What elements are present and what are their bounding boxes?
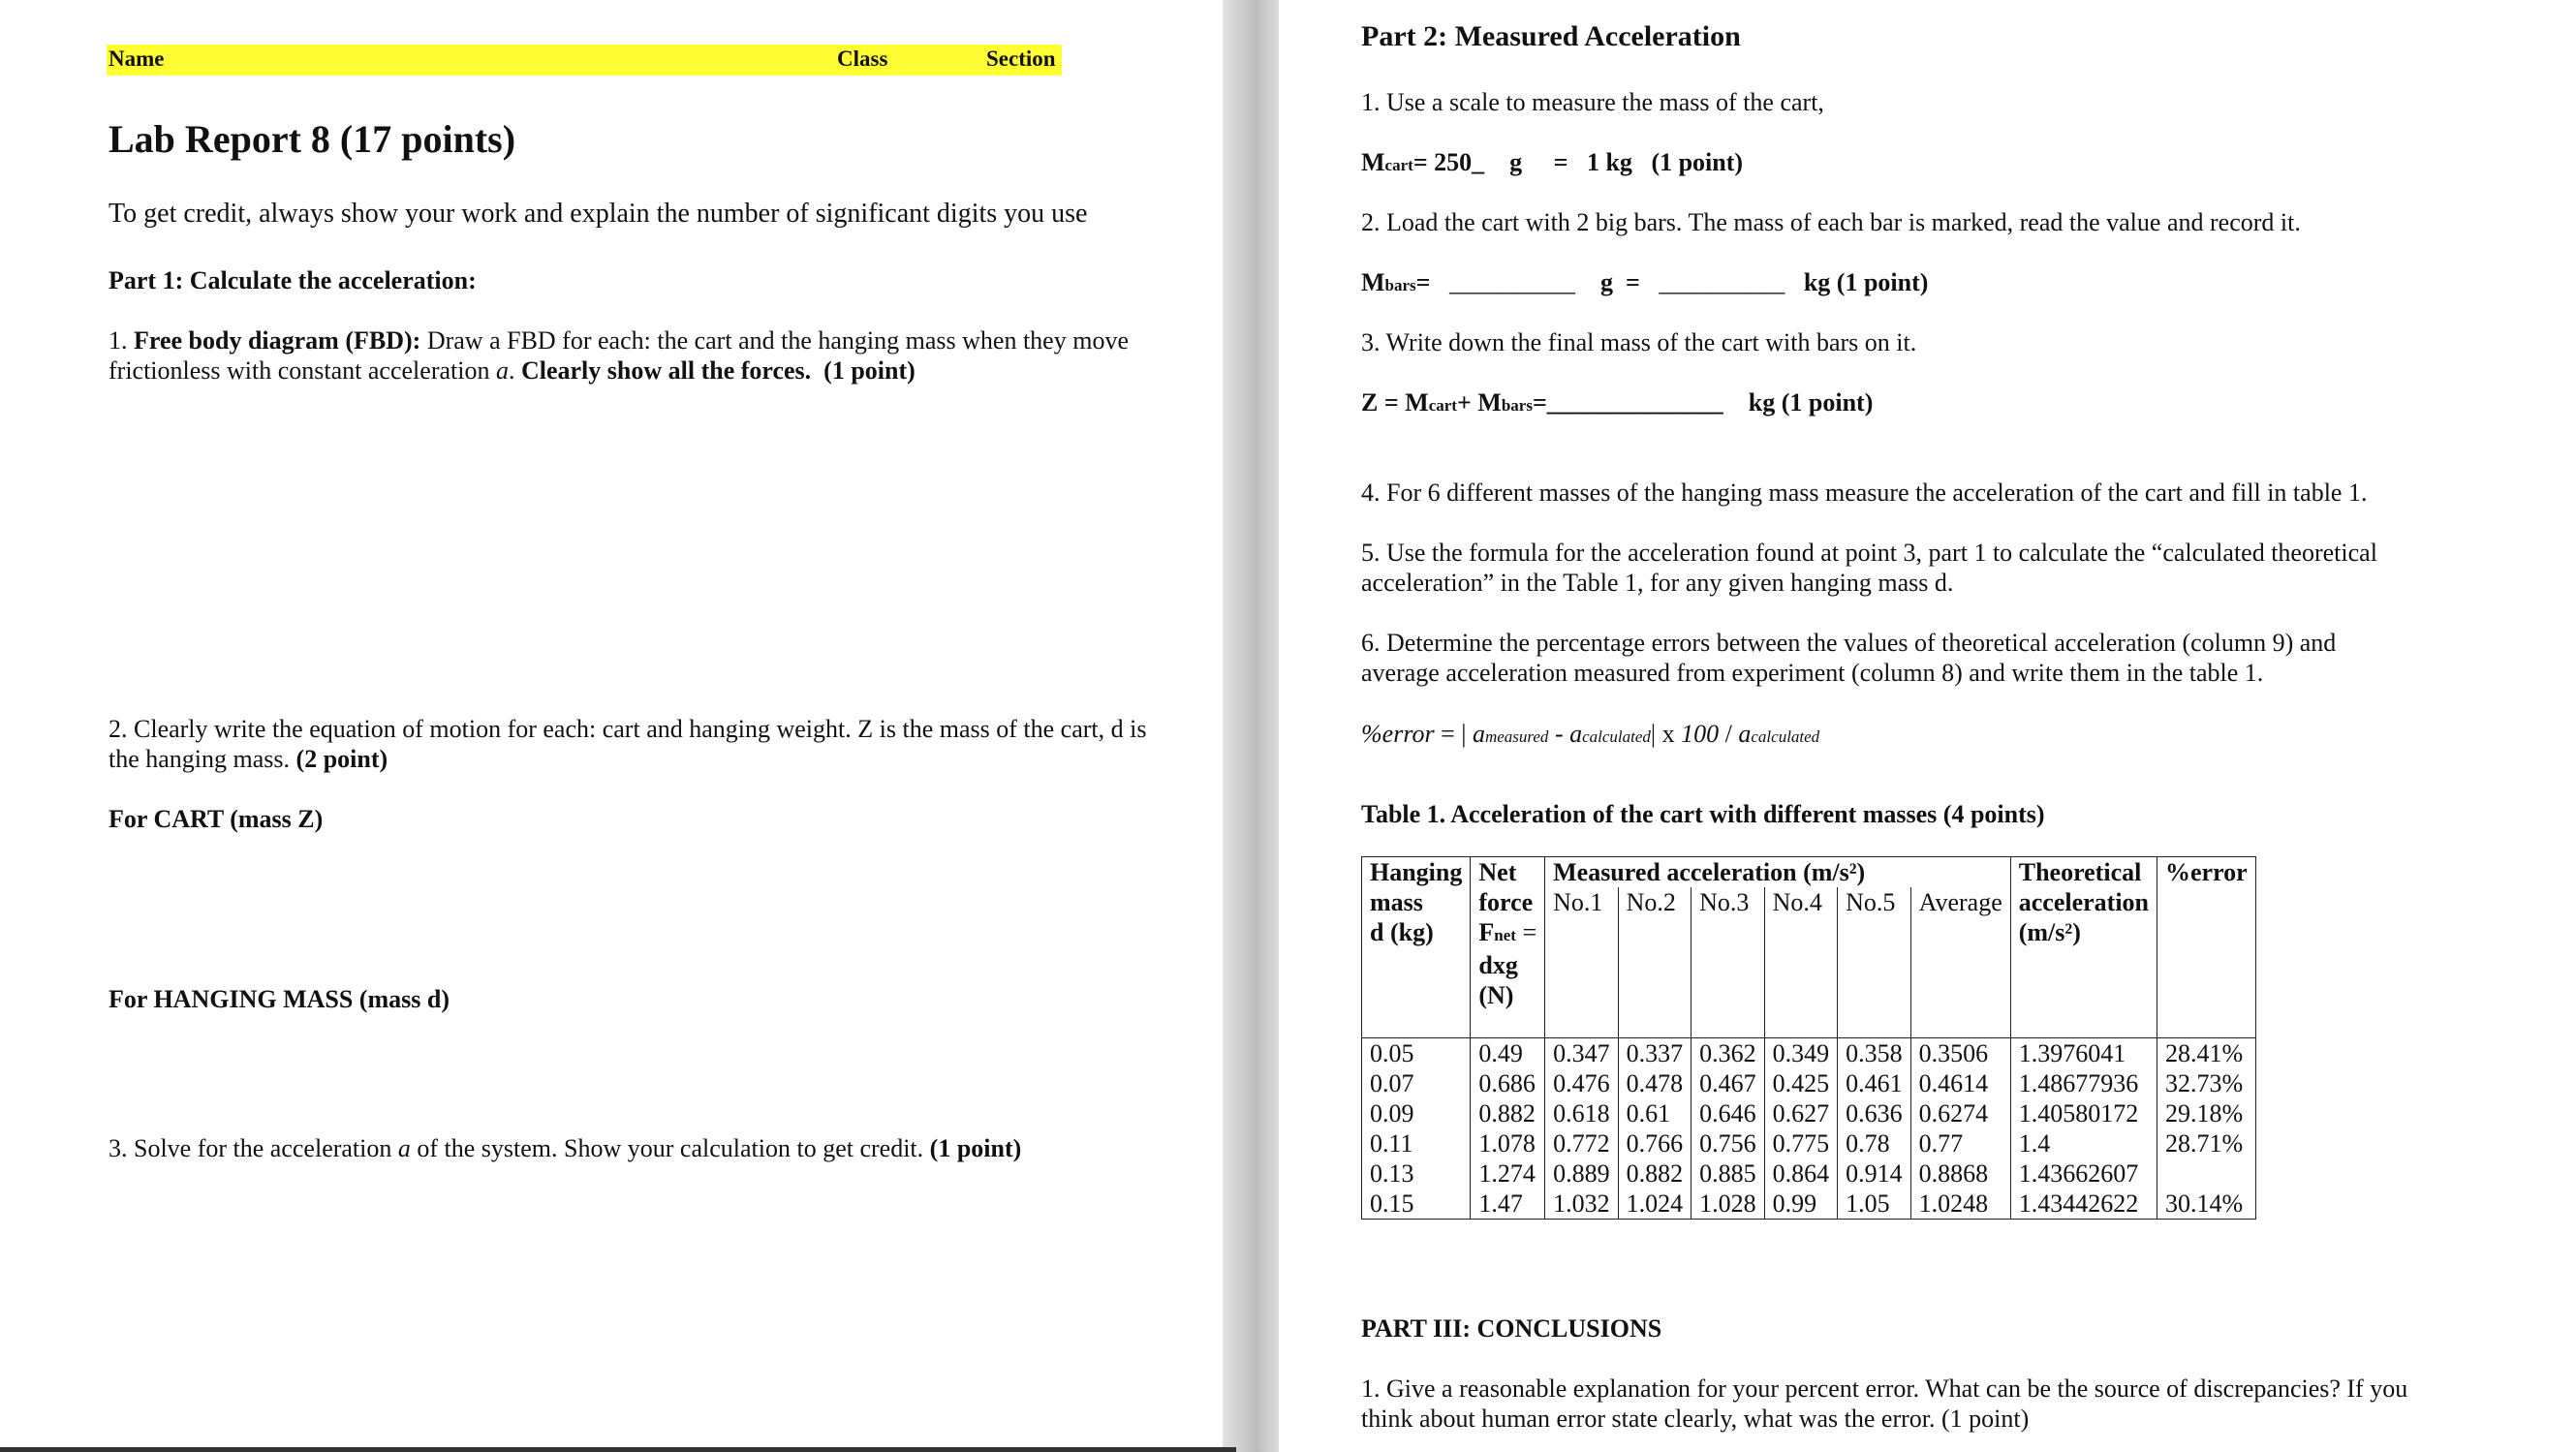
- mbars-blank-2: __________: [1659, 268, 1785, 296]
- z-sub-bars: bars: [1501, 396, 1533, 415]
- table-row: [1362, 1189, 2256, 1220]
- err-x: x: [1656, 720, 1682, 748]
- q3-text2: of the system. Show your calculation to get credit.: [410, 1134, 930, 1162]
- z-line: [1361, 387, 1873, 420]
- cell-trial-3: 0.885: [1691, 1159, 1765, 1189]
- mcart-m: M: [1361, 148, 1385, 176]
- class-label: Class: [837, 46, 888, 71]
- cell-trial-5: 0.358: [1838, 1037, 1911, 1068]
- header-trial-4: No.4: [1764, 887, 1838, 1037]
- err-slash: /: [1719, 720, 1739, 748]
- cell-trial-4: 0.349: [1764, 1037, 1838, 1068]
- q1-bold2: Clearly show all the forces.: [520, 356, 812, 385]
- table-row: [1362, 1068, 2256, 1098]
- cell-theoretical: 1.48677936: [2010, 1068, 2157, 1098]
- cell-trial-1: 1.032: [1545, 1189, 1619, 1220]
- table-row: [1362, 1037, 2256, 1068]
- header-error: %error: [2157, 857, 2256, 1038]
- cell-net-force: 0.49: [1471, 1037, 1545, 1068]
- z-blank: =______________: [1532, 388, 1723, 417]
- error-formula: [1361, 719, 1819, 752]
- step-5-line1: 5. Use the formula for the acceleration found at point 3, part 1 to calculate the “calculated theoretical: [1361, 539, 2377, 567]
- cell-average: 0.77: [1910, 1128, 2010, 1159]
- cell-trial-1: 0.618: [1545, 1098, 1619, 1128]
- mcart-points: (1 point): [1651, 148, 1744, 176]
- mbars-m: M: [1361, 268, 1385, 296]
- err-a-measured: a: [1472, 720, 1485, 748]
- cell-trial-2: 1.024: [1618, 1189, 1691, 1220]
- cell-hanging-mass: 0.07: [1362, 1068, 1471, 1098]
- err-a-calculated: a: [1569, 720, 1583, 748]
- cell-average: 0.8868: [1910, 1159, 2010, 1189]
- left-page: [0, 0, 1223, 1452]
- question-3: [109, 1133, 1021, 1163]
- header-measured-acceleration: Measured acceleration (m/s²): [1545, 857, 2011, 888]
- cell-trial-1: 0.347: [1545, 1037, 1619, 1068]
- cell-hanging-mass: 0.11: [1362, 1128, 1471, 1159]
- cell-net-force: 0.882: [1471, 1098, 1545, 1128]
- err-bar: |: [1650, 720, 1657, 748]
- cell-average: 0.4614: [1910, 1068, 2010, 1098]
- table-caption: Table 1. Acceleration of the cart with different masses (4 points): [1361, 800, 2045, 828]
- cell-trial-4: 0.775: [1764, 1128, 1838, 1159]
- cell-trial-1: 0.772: [1545, 1128, 1619, 1159]
- mcart-value: = 250_: [1412, 148, 1485, 176]
- cell-trial-3: 0.362: [1691, 1037, 1765, 1068]
- mbars-g: g: [1600, 268, 1613, 296]
- q3-text: 3. Solve for the acceleration: [109, 1134, 398, 1162]
- part1-heading: Part 1: Calculate the acceleration:: [109, 266, 477, 294]
- cell-net-force: 1.078: [1471, 1128, 1545, 1159]
- header-trial-2: No.2: [1618, 887, 1691, 1037]
- intro-text: To get credit, always show your work and explain the number of significant digits you use: [109, 199, 1088, 229]
- cell-trial-4: 0.864: [1764, 1159, 1838, 1189]
- cell-trial-2: 0.478: [1618, 1068, 1691, 1098]
- cell-trial-1: 0.476: [1545, 1068, 1619, 1098]
- q3-var: a: [397, 1134, 411, 1162]
- q1-points: (1 point): [823, 356, 916, 385]
- cell-net-force: 0.686: [1471, 1068, 1545, 1098]
- err-sub-measured: measured: [1484, 727, 1549, 746]
- err-sub-calculated-2: calculated: [1751, 727, 1820, 746]
- err-minus: -: [1548, 720, 1570, 748]
- mcart-sub: cart: [1384, 156, 1413, 174]
- hanging-mass-heading: For HANGING MASS (mass d): [109, 985, 450, 1013]
- cell-error: 28.71%: [2157, 1128, 2256, 1159]
- cell-error: 29.18%: [2157, 1098, 2256, 1128]
- cell-net-force: 1.274: [1471, 1159, 1545, 1189]
- header-trial-3: No.3: [1691, 887, 1765, 1037]
- cell-trial-1: 0.889: [1545, 1159, 1619, 1189]
- right-page: [1279, 0, 2576, 1452]
- err-eq: = |: [1434, 720, 1473, 748]
- cell-error: [2157, 1159, 2256, 1189]
- part3-heading: PART III: CONCLUSIONS: [1361, 1314, 1662, 1343]
- mbars-eq: =: [1415, 268, 1431, 296]
- header-net-force: Net force Fnet = dxg (N): [1471, 857, 1545, 1038]
- cell-theoretical: 1.43442622: [2010, 1189, 2157, 1220]
- q1-var: a: [495, 356, 509, 385]
- header-trial-5: No.5: [1838, 887, 1911, 1037]
- mcart-line: [1361, 147, 1743, 180]
- z-sub-cart: cart: [1428, 396, 1457, 415]
- cell-hanging-mass: 0.15: [1362, 1189, 1471, 1220]
- step-5-line2: acceleration” in the Table 1, for any given hanging mass d.: [1361, 569, 1954, 597]
- z-plus: + M: [1456, 388, 1502, 417]
- cell-trial-2: 0.882: [1618, 1159, 1691, 1189]
- bottom-rule: [0, 1447, 1236, 1452]
- cell-trial-5: 0.914: [1838, 1159, 1911, 1189]
- cell-error: 30.14%: [2157, 1189, 2256, 1220]
- cell-hanging-mass: 0.13: [1362, 1159, 1471, 1189]
- mcart-eq: =: [1553, 148, 1568, 176]
- cell-error: 32.73%: [2157, 1068, 2256, 1098]
- header-average: Average: [1910, 887, 2010, 1037]
- mbars-kg: kg (1 point): [1803, 268, 1929, 296]
- page-title: Lab Report 8 (17 points): [109, 117, 516, 161]
- section-label: Section: [986, 46, 1056, 71]
- cell-trial-5: 0.461: [1838, 1068, 1911, 1098]
- cell-theoretical: 1.3976041: [2010, 1037, 2157, 1068]
- q1-bold: Free body diagram (FBD):: [134, 326, 421, 355]
- step-6-line2: average acceleration measured from experiment (column 8) and write them in the table 1.: [1361, 659, 2264, 687]
- err-100: 100: [1681, 720, 1720, 748]
- cell-trial-3: 0.467: [1691, 1068, 1765, 1098]
- mbars-sub: bars: [1384, 276, 1416, 294]
- z-prefix: Z = M: [1361, 388, 1429, 417]
- mbars-blank-1: __________: [1449, 268, 1575, 296]
- mbars-line: [1361, 267, 1928, 300]
- step-1: 1. Use a scale to measure the mass of the cart,: [1361, 88, 1824, 116]
- cell-trial-5: 0.78: [1838, 1128, 1911, 1159]
- question-1-line2: [109, 355, 916, 386]
- question-1-line1: 1. Free body diagram (FBD): Draw a FBD for each: the cart and the hanging mass when they move: [109, 326, 1129, 355]
- cell-trial-5: 0.636: [1838, 1098, 1911, 1128]
- cell-error: 28.41%: [2157, 1037, 2256, 1068]
- mcart-g: g: [1509, 148, 1523, 176]
- mbars-eq2: =: [1626, 268, 1640, 296]
- step-4: 4. For 6 different masses of the hanging mass measure the acceleration of the cart and fill in table 1.: [1361, 479, 2368, 507]
- q1-text: Draw a FBD for each: the cart and the hanging mass when they move: [420, 326, 1129, 355]
- cell-trial-2: 0.337: [1618, 1037, 1691, 1068]
- question-2-line1: 2. Clearly write the equation of motion for each: cart and hanging weight. Z is the mass of the cart, d is: [109, 715, 1147, 743]
- z-kg: kg (1 point): [1748, 388, 1874, 417]
- header-trial-1: No.1: [1545, 887, 1619, 1037]
- question-2-line2: [109, 744, 388, 774]
- step-2: 2. Load the cart with 2 big bars. The mass of each bar is marked, read the value and record it.: [1361, 208, 2301, 236]
- cell-trial-3: 1.028: [1691, 1189, 1765, 1220]
- cell-trial-2: 0.766: [1618, 1128, 1691, 1159]
- cell-theoretical: 1.4: [2010, 1128, 2157, 1159]
- cell-trial-4: 0.425: [1764, 1068, 1838, 1098]
- name-label: Name: [109, 46, 165, 71]
- part2-heading: Part 2: Measured Acceleration: [1361, 20, 1741, 52]
- conclusion-1-line1: 1. Give a reasonable explanation for your percent error. What can be the source of discrepancies? If you: [1361, 1375, 2408, 1403]
- table-row: [1362, 1128, 2256, 1159]
- header-theoretical: Theoretical acceleration (m/s²): [2010, 857, 2157, 1038]
- acceleration-table: [1361, 856, 2256, 1220]
- q1-text2: frictionless with constant acceleration: [109, 356, 496, 385]
- mcart-kg: 1 kg: [1586, 148, 1632, 176]
- cell-trial-2: 0.61: [1618, 1098, 1691, 1128]
- step-3: 3. Write down the final mass of the cart with bars on it.: [1361, 328, 1917, 356]
- cell-hanging-mass: 0.09: [1362, 1098, 1471, 1128]
- cell-average: 0.6274: [1910, 1098, 2010, 1128]
- cell-hanging-mass: 0.05: [1362, 1037, 1471, 1068]
- q2-points: (2 point): [295, 745, 388, 773]
- conclusion-1-line2: think about human error state clearly, what was the error. (1 point): [1361, 1405, 2030, 1433]
- cell-theoretical: 1.40580172: [2010, 1098, 2157, 1128]
- table-row: [1362, 1159, 2256, 1189]
- cell-trial-4: 0.627: [1764, 1098, 1838, 1128]
- step-6-line1: 6. Determine the percentage errors between the values of theoretical acceleration (column 9) and: [1361, 629, 2337, 657]
- cell-average: 0.3506: [1910, 1037, 2010, 1068]
- q3-points: (1 point): [929, 1134, 1022, 1162]
- table-body: [1362, 1037, 2256, 1219]
- page-gutter: [1223, 0, 1279, 1452]
- q1-text3: .: [508, 356, 521, 385]
- table-row: [1362, 1098, 2256, 1128]
- cell-trial-4: 0.99: [1764, 1189, 1838, 1220]
- err-sub-calculated: calculated: [1582, 727, 1651, 746]
- name-class-section-bar: [107, 45, 1062, 76]
- cell-trial-5: 1.05: [1838, 1189, 1911, 1220]
- header-hanging-mass: Hanging mass d (kg): [1362, 857, 1471, 1038]
- cell-average: 1.0248: [1910, 1189, 2010, 1220]
- q2-text: the hanging mass.: [109, 745, 296, 773]
- cart-heading: For CART (mass Z): [109, 805, 324, 833]
- cell-trial-3: 0.646: [1691, 1098, 1765, 1128]
- err-a-calculated-2: a: [1738, 720, 1752, 748]
- err-pct: %error: [1361, 720, 1435, 748]
- cell-theoretical: 1.43662607: [2010, 1159, 2157, 1189]
- cell-trial-3: 0.756: [1691, 1128, 1765, 1159]
- cell-net-force: 1.47: [1471, 1189, 1545, 1220]
